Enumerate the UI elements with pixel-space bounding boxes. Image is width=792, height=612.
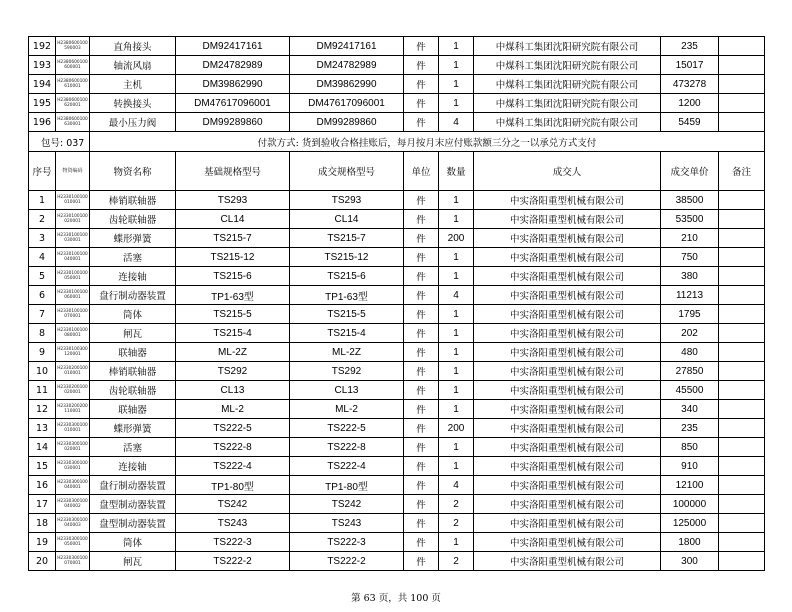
material-code: H2330300100070001 — [56, 552, 90, 571]
deal-model: CL13 — [290, 381, 404, 400]
row-number: 12 — [29, 400, 56, 419]
remark — [719, 324, 765, 343]
vendor-name: 中实洛阳重型机械有限公司 — [474, 343, 661, 362]
row-number: 6 — [29, 286, 56, 305]
deal-model: TS215-7 — [290, 229, 404, 248]
vendor-name: 中实洛阳重型机械有限公司 — [474, 305, 661, 324]
vendor-name: 中实洛阳重型机械有限公司 — [474, 248, 661, 267]
vendor-name: 中实洛阳重型机械有限公司 — [474, 324, 661, 343]
quantity: 1 — [439, 305, 474, 324]
material-code: H2380600100630001 — [56, 113, 90, 132]
row-number: 14 — [29, 438, 56, 457]
vendor-name: 中实洛阳重型机械有限公司 — [474, 419, 661, 438]
table-row — [29, 75, 765, 94]
vendor-name: 中实洛阳重型机械有限公司 — [474, 533, 661, 552]
row-number: 193 — [29, 56, 56, 75]
material-code: H2330300100030001 — [56, 457, 90, 476]
unit: 件 — [404, 267, 439, 286]
quantity: 1 — [439, 75, 474, 94]
quantity: 4 — [439, 476, 474, 495]
material-name: 轴流风扇 — [90, 56, 176, 75]
unit-price: 235 — [661, 37, 719, 56]
material-name: 齿轮联轴器 — [90, 381, 176, 400]
unit: 件 — [404, 552, 439, 571]
unit: 件 — [404, 533, 439, 552]
material-code: H2330300100010001 — [56, 419, 90, 438]
base-model: DM92417161 — [176, 37, 290, 56]
header-no: 序号 — [29, 152, 56, 191]
vendor-name: 中实洛阳重型机械有限公司 — [474, 400, 661, 419]
material-code: H2330300100050001 — [56, 533, 90, 552]
material-name: 联轴器 — [90, 400, 176, 419]
quantity: 200 — [439, 229, 474, 248]
remark — [719, 457, 765, 476]
vendor-name: 中实洛阳重型机械有限公司 — [474, 552, 661, 571]
unit: 件 — [404, 400, 439, 419]
material-name: 蝶形弹簧 — [90, 419, 176, 438]
deal-model: TS215-12 — [290, 248, 404, 267]
row-number: 2 — [29, 210, 56, 229]
row-number: 192 — [29, 37, 56, 56]
unit: 件 — [404, 324, 439, 343]
quantity: 1 — [439, 362, 474, 381]
unit: 件 — [404, 229, 439, 248]
material-name: 活塞 — [90, 248, 176, 267]
base-model: DM47617096001 — [176, 94, 290, 113]
unit: 件 — [404, 381, 439, 400]
unit-price: 53500 — [661, 210, 719, 229]
table-row — [29, 438, 765, 457]
material-name: 闸瓦 — [90, 552, 176, 571]
vendor-name: 中煤科工集团沈阳研究院有限公司 — [474, 75, 661, 94]
remark — [719, 286, 765, 305]
quantity: 1 — [439, 248, 474, 267]
unit-price: 910 — [661, 457, 719, 476]
material-code: H2330100100040001 — [56, 248, 90, 267]
unit-price: 45500 — [661, 381, 719, 400]
table-row — [29, 37, 765, 56]
unit: 件 — [404, 191, 439, 210]
deal-model: TS222-2 — [290, 552, 404, 571]
vendor-name: 中实洛阳重型机械有限公司 — [474, 381, 661, 400]
quantity: 2 — [439, 552, 474, 571]
remark — [719, 56, 765, 75]
row-number: 8 — [29, 324, 56, 343]
remark — [719, 343, 765, 362]
unit: 件 — [404, 248, 439, 267]
material-code: H2330300100040001 — [56, 476, 90, 495]
table-row — [29, 56, 765, 75]
table-row — [29, 381, 765, 400]
unit: 件 — [404, 495, 439, 514]
unit-price: 480 — [661, 343, 719, 362]
vendor-name: 中实洛阳重型机械有限公司 — [474, 476, 661, 495]
unit: 件 — [404, 476, 439, 495]
base-model: TS215-5 — [176, 305, 290, 324]
remark — [719, 267, 765, 286]
unit-price: 100000 — [661, 495, 719, 514]
material-code: H2330100100020001 — [56, 210, 90, 229]
row-number: 18 — [29, 514, 56, 533]
row-number: 195 — [29, 94, 56, 113]
material-name: 闸瓦 — [90, 324, 176, 343]
deal-model: TS215-6 — [290, 267, 404, 286]
unit: 件 — [404, 37, 439, 56]
base-model: TS292 — [176, 362, 290, 381]
unit-price: 300 — [661, 552, 719, 571]
unit-price: 27850 — [661, 362, 719, 381]
base-model: TS215-6 — [176, 267, 290, 286]
unit: 件 — [404, 113, 439, 132]
table-row — [29, 305, 765, 324]
base-model: CL13 — [176, 381, 290, 400]
unit: 件 — [404, 305, 439, 324]
table-row — [29, 552, 765, 571]
base-model: DM24782989 — [176, 56, 290, 75]
material-name: 转换接头 — [90, 94, 176, 113]
remark — [719, 533, 765, 552]
header-qty: 数量 — [439, 152, 474, 191]
material-name: 棒销联轴器 — [90, 191, 176, 210]
vendor-name: 中实洛阳重型机械有限公司 — [474, 267, 661, 286]
remark — [719, 248, 765, 267]
material-name: 棒销联轴器 — [90, 362, 176, 381]
table-row — [29, 343, 765, 362]
remark — [719, 94, 765, 113]
row-number: 9 — [29, 343, 56, 362]
remark — [719, 400, 765, 419]
vendor-name: 中实洛阳重型机械有限公司 — [474, 286, 661, 305]
base-model: TS243 — [176, 514, 290, 533]
table-row — [29, 533, 765, 552]
base-model: TS222-8 — [176, 438, 290, 457]
vendor-name: 中实洛阳重型机械有限公司 — [474, 229, 661, 248]
table-row — [29, 210, 765, 229]
quantity: 2 — [439, 495, 474, 514]
quantity: 1 — [439, 210, 474, 229]
table-row — [29, 400, 765, 419]
material-name: 连接轴 — [90, 457, 176, 476]
unit-price: 340 — [661, 400, 719, 419]
table-row — [29, 191, 765, 210]
header-deal-model: 成交规格型号 — [290, 152, 404, 191]
unit: 件 — [404, 419, 439, 438]
table-row — [29, 286, 765, 305]
material-code: H2330200200110001 — [56, 400, 90, 419]
material-name: 筒体 — [90, 305, 176, 324]
header-unit: 单位 — [404, 152, 439, 191]
material-name: 连接轴 — [90, 267, 176, 286]
material-code: H2330300100020001 — [56, 438, 90, 457]
deal-model: TP1-80型 — [290, 476, 404, 495]
table-row — [29, 419, 765, 438]
remark — [719, 552, 765, 571]
base-model: TS222-3 — [176, 533, 290, 552]
header-base-model: 基础规格型号 — [176, 152, 290, 191]
row-number: 16 — [29, 476, 56, 495]
deal-model: ML-2Z — [290, 343, 404, 362]
material-code: H2330300100040003 — [56, 514, 90, 533]
deal-model: TS215-5 — [290, 305, 404, 324]
quantity: 1 — [439, 37, 474, 56]
row-number: 10 — [29, 362, 56, 381]
quantity: 1 — [439, 400, 474, 419]
unit: 件 — [404, 438, 439, 457]
remark — [719, 229, 765, 248]
unit-price: 11213 — [661, 286, 719, 305]
material-name: 盘行制动器装置 — [90, 476, 176, 495]
remark — [719, 191, 765, 210]
table-row — [29, 324, 765, 343]
material-name: 最小压力阀 — [90, 113, 176, 132]
vendor-name: 中实洛阳重型机械有限公司 — [474, 495, 661, 514]
header-code: 物资编码 — [56, 152, 90, 191]
package-section — [29, 132, 765, 191]
remark — [719, 37, 765, 56]
deal-model: TS222-3 — [290, 533, 404, 552]
base-model: TP1-80型 — [176, 476, 290, 495]
row-number: 1 — [29, 191, 56, 210]
unit-price: 1795 — [661, 305, 719, 324]
quantity: 2 — [439, 514, 474, 533]
deal-model: ML-2 — [290, 400, 404, 419]
material-code: H2330200100010001 — [56, 362, 90, 381]
unit: 件 — [404, 514, 439, 533]
vendor-name: 中实洛阳重型机械有限公司 — [474, 457, 661, 476]
vendor-name: 中煤科工集团沈阳研究院有限公司 — [474, 94, 661, 113]
table-row — [29, 495, 765, 514]
material-name: 齿轮联轴器 — [90, 210, 176, 229]
vendor-name: 中实洛阳重型机械有限公司 — [474, 210, 661, 229]
row-number: 13 — [29, 419, 56, 438]
remark — [719, 495, 765, 514]
deal-model: DM24782989 — [290, 56, 404, 75]
header-price: 成交单价 — [661, 152, 719, 191]
unit-price: 850 — [661, 438, 719, 457]
table-row — [29, 362, 765, 381]
row-number: 5 — [29, 267, 56, 286]
unit-price: 1200 — [661, 94, 719, 113]
quantity: 1 — [439, 381, 474, 400]
base-model: ML-2Z — [176, 343, 290, 362]
material-name: 盘型制动器装置 — [90, 495, 176, 514]
table-row — [29, 267, 765, 286]
material-code: H2380600100600001 — [56, 56, 90, 75]
top-rows — [29, 37, 765, 132]
deal-model: DM99289860 — [290, 113, 404, 132]
quantity: 4 — [439, 286, 474, 305]
unit: 件 — [404, 343, 439, 362]
deal-model: TS242 — [290, 495, 404, 514]
quantity: 200 — [439, 419, 474, 438]
material-name: 盘型制动器装置 — [90, 514, 176, 533]
row-number: 196 — [29, 113, 56, 132]
package-row — [29, 132, 765, 152]
quantity: 1 — [439, 343, 474, 362]
quantity: 1 — [439, 438, 474, 457]
material-name: 蝶形弹簧 — [90, 229, 176, 248]
table-row — [29, 514, 765, 533]
deal-model: TS222-4 — [290, 457, 404, 476]
quantity: 4 — [439, 113, 474, 132]
unit: 件 — [404, 457, 439, 476]
row-number: 7 — [29, 305, 56, 324]
unit-price: 380 — [661, 267, 719, 286]
unit-price: 235 — [661, 419, 719, 438]
remark — [719, 381, 765, 400]
unit: 件 — [404, 56, 439, 75]
row-number: 17 — [29, 495, 56, 514]
material-code: H2330100100030001 — [56, 229, 90, 248]
base-model: TP1-63型 — [176, 286, 290, 305]
quantity: 1 — [439, 457, 474, 476]
base-model: TS222-2 — [176, 552, 290, 571]
remark — [719, 362, 765, 381]
row-number: 4 — [29, 248, 56, 267]
table-row — [29, 457, 765, 476]
material-code: H2330100300120001 — [56, 343, 90, 362]
base-model: TS293 — [176, 191, 290, 210]
unit: 件 — [404, 210, 439, 229]
quantity: 1 — [439, 324, 474, 343]
table-row — [29, 94, 765, 113]
table-row — [29, 476, 765, 495]
deal-model: TP1-63型 — [290, 286, 404, 305]
vendor-name: 中实洛阳重型机械有限公司 — [474, 514, 661, 533]
base-model: DM39862990 — [176, 75, 290, 94]
vendor-name: 中煤科工集团沈阳研究院有限公司 — [474, 56, 661, 75]
material-code: H2330100100050001 — [56, 267, 90, 286]
material-code: H2330100100070001 — [56, 305, 90, 324]
unit-price: 750 — [661, 248, 719, 267]
unit-price: 125000 — [661, 514, 719, 533]
deal-model: DM39862990 — [290, 75, 404, 94]
header-name: 物资名称 — [90, 152, 176, 191]
row-number: 194 — [29, 75, 56, 94]
quantity: 1 — [439, 94, 474, 113]
material-name: 盘行制动器装置 — [90, 286, 176, 305]
vendor-name: 中实洛阳重型机械有限公司 — [474, 191, 661, 210]
deal-model: TS243 — [290, 514, 404, 533]
deal-model: CL14 — [290, 210, 404, 229]
row-number: 19 — [29, 533, 56, 552]
unit-price: 1800 — [661, 533, 719, 552]
deal-model: DM92417161 — [290, 37, 404, 56]
material-code: H2380600100590003 — [56, 37, 90, 56]
deal-model: TS293 — [290, 191, 404, 210]
unit-price: 210 — [661, 229, 719, 248]
deal-model: TS222-5 — [290, 419, 404, 438]
deal-model: TS292 — [290, 362, 404, 381]
vendor-name: 中实洛阳重型机械有限公司 — [474, 362, 661, 381]
table-row — [29, 113, 765, 132]
deal-model: DM47617096001 — [290, 94, 404, 113]
item-rows — [29, 191, 765, 571]
remark — [719, 438, 765, 457]
material-name: 主机 — [90, 75, 176, 94]
unit: 件 — [404, 286, 439, 305]
unit: 件 — [404, 94, 439, 113]
quantity: 1 — [439, 533, 474, 552]
base-model: TS215-7 — [176, 229, 290, 248]
unit-price: 15017 — [661, 56, 719, 75]
base-model: CL14 — [176, 210, 290, 229]
payment-terms: 付款方式: 货到验收合格挂账后，每月按月末应付账款额三分之一以承兑方式支付 — [90, 132, 765, 152]
material-code: H2330100100060001 — [56, 286, 90, 305]
table-row — [29, 248, 765, 267]
unit: 件 — [404, 75, 439, 94]
material-code: H2330300100040002 — [56, 495, 90, 514]
quantity: 1 — [439, 191, 474, 210]
header-row — [29, 152, 765, 191]
material-code: H2330200100020001 — [56, 381, 90, 400]
material-code: H2380600100620001 — [56, 94, 90, 113]
row-number: 11 — [29, 381, 56, 400]
unit: 件 — [404, 362, 439, 381]
material-name: 直角接头 — [90, 37, 176, 56]
quantity: 1 — [439, 267, 474, 286]
table-row — [29, 229, 765, 248]
material-name: 联轴器 — [90, 343, 176, 362]
row-number: 20 — [29, 552, 56, 571]
vendor-name: 中煤科工集团沈阳研究院有限公司 — [474, 37, 661, 56]
base-model: TS222-5 — [176, 419, 290, 438]
remark — [719, 514, 765, 533]
base-model: ML-2 — [176, 400, 290, 419]
unit-price: 473278 — [661, 75, 719, 94]
procurement-table — [28, 36, 765, 571]
remark — [719, 75, 765, 94]
base-model: TS222-4 — [176, 457, 290, 476]
remark — [719, 210, 765, 229]
material-name: 筒体 — [90, 533, 176, 552]
row-number: 15 — [29, 457, 56, 476]
page-footer: 第 63 页，共 100 页 — [351, 593, 441, 604]
deal-model: TS222-8 — [290, 438, 404, 457]
header-vendor: 成交人 — [474, 152, 661, 191]
base-model: TS242 — [176, 495, 290, 514]
unit-price: 5459 — [661, 113, 719, 132]
vendor-name: 中煤科工集团沈阳研究院有限公司 — [474, 113, 661, 132]
material-name: 活塞 — [90, 438, 176, 457]
base-model: TS215-12 — [176, 248, 290, 267]
remark — [719, 113, 765, 132]
vendor-name: 中实洛阳重型机械有限公司 — [474, 438, 661, 457]
base-model: TS215-4 — [176, 324, 290, 343]
remark — [719, 419, 765, 438]
deal-model: TS215-4 — [290, 324, 404, 343]
unit-price: 38500 — [661, 191, 719, 210]
quantity: 1 — [439, 56, 474, 75]
remark — [719, 305, 765, 324]
unit-price: 12100 — [661, 476, 719, 495]
base-model: DM99289860 — [176, 113, 290, 132]
remark — [719, 476, 765, 495]
material-code: H2330100100010001 — [56, 191, 90, 210]
row-number: 3 — [29, 229, 56, 248]
header-remark: 备注 — [719, 152, 765, 191]
material-code: H2380600100610001 — [56, 75, 90, 94]
package-number: 包号: 037 — [29, 132, 90, 152]
unit-price: 202 — [661, 324, 719, 343]
material-code: H2330100100080001 — [56, 324, 90, 343]
